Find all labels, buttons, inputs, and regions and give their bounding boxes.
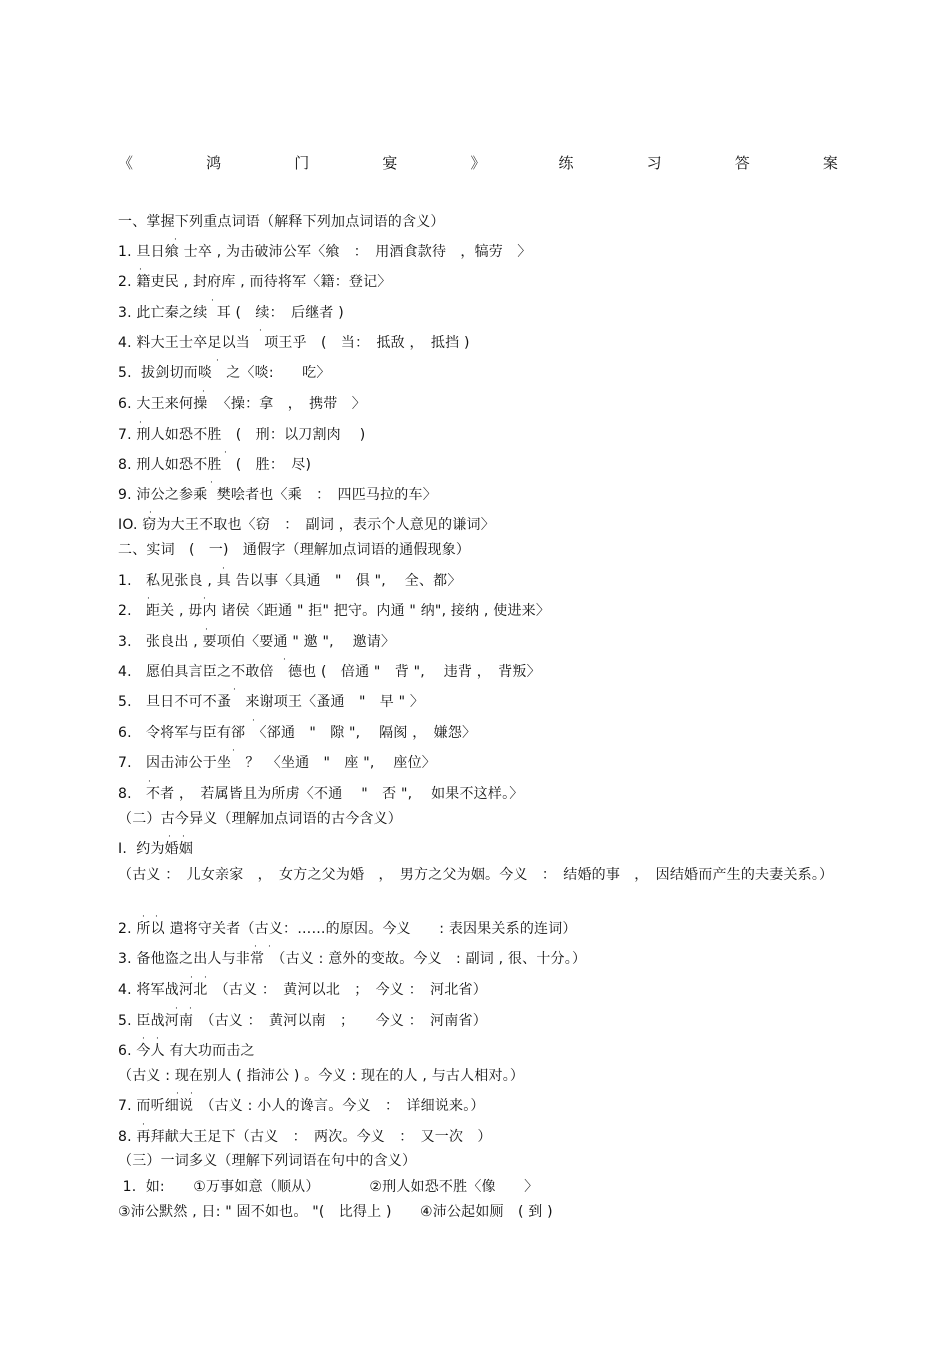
answer-line: 8. 不者 ， 若属皆且为所虏〈不通 " 否 ", 如果不这样。〉 (118, 786, 524, 802)
answer-line: 4. 将军战河北 （古义 ： 黄河以北 ； 今义 ： 河北省） (118, 982, 487, 998)
answer-line: 1. 如: ①万事如意（顺从） ②刑人如恐不胜〈像 〉 (118, 1179, 539, 1195)
section-heading: 一、掌握下列重点词语（解释下列加点词语的含义） (118, 214, 445, 230)
answer-line: 7. 刑人如恐不胜 ( 刑：以刀割肉 ) (118, 427, 366, 443)
emphasis-dot: · (210, 478, 213, 488)
emphasis-dot: · (202, 387, 205, 397)
answer-line: 3. 张良出 , 要项伯〈要通 " 邀 ", 邀请〉 (118, 634, 396, 650)
title-char: 《 (118, 154, 134, 172)
answer-line: 2. 籍吏民 , 封府库 , 而待将军〈籍：登记〉 (118, 274, 392, 290)
emphasis-dot: · (252, 716, 255, 726)
emphasis-dot: · (203, 594, 206, 604)
emphasis-dot: · (216, 356, 219, 366)
section-heading: （三）一词多义（理解下列词语在句中的含义） (118, 1153, 417, 1169)
emphasis-dot: · (211, 296, 214, 306)
emphasis-dot: · (233, 685, 236, 695)
emphasis-dot: · (147, 594, 150, 604)
answer-line: 6. 令将军与臣有郤 〈郤通 " 隙 ", 隔阂 ， 嫌怨〉 (118, 725, 477, 741)
emphasis-dot: · (142, 1034, 145, 1044)
emphasis-dot: · (190, 973, 193, 983)
answer-line: 5. 旦日不可不蚤 来谢项王〈蚤通 " 早 " 〉 (118, 694, 425, 710)
answer-line: 6. 今人 有大功而击之 (118, 1043, 255, 1059)
answer-line: 3. 此亡秦之续 耳 ( 续： 后继者 ) (118, 305, 344, 321)
answer-line: 4. 料大王士卒足以当 项王乎 ( 当： 抵敌 ， 抵挡 ) (118, 335, 470, 351)
title-char: 门 (294, 154, 310, 172)
answer-line: 5. 臣战河南 （古义 ： 黄河以南 ； 今义 ： 河南省） (118, 1013, 487, 1029)
emphasis-dot: · (176, 1089, 179, 1099)
document-title (118, 152, 838, 176)
answer-line: 1. 旦日飨 士卒 , 为击破沛公军〈飨 ： 用酒食款待 ，犒劳 〉 (118, 244, 532, 260)
emphasis-dot: · (139, 265, 142, 275)
title-char: 案 (822, 154, 838, 172)
answer-note: （古义 ： 儿女亲家 ， 女方之父为婚 ， 男方之父为姻。今义 ： 结婚的事 ， 因结婚而产生的夫妻关系。） (118, 867, 834, 883)
emphasis-dot: · (190, 1089, 193, 1099)
emphasis-dot: · (254, 942, 257, 952)
title-char: 练 (558, 154, 574, 172)
section-heading: 二、实词 ( 一) 通假字（理解加点词语的通假现象） (118, 542, 471, 558)
answer-line: 2. 距关 , 毋内 诸侯〈距通 " 拒" 把守。内通 " 纳", 接纳 , 使进来〉 (118, 603, 551, 619)
answer-line: IO. 窃为大王不取也〈窃 ： 副词 ，表示个人意见的谦词〉 (118, 517, 495, 533)
emphasis-dot: · (175, 1004, 178, 1014)
answer-line: 1. 私见张良 , 具 告以事〈具通 " 俱 ", 全、都〉 (118, 573, 462, 589)
emphasis-dot: · (174, 235, 177, 245)
answer-note: （古义 : 现在别人 ( 指沛公 ) 。今义 : 现在的人 , 与古人相对。） (118, 1068, 525, 1084)
title-char: 习 (646, 154, 662, 172)
answer-line: 4. 愿伯具言臣之不敢倍 德也 ( 倍通 " 背 ", 违背 ， 背叛〉 (118, 664, 541, 680)
section-heading: （二）古今异义（理解加点词语的古今含义） (118, 811, 402, 827)
emphasis-dot: · (259, 326, 262, 336)
emphasis-dot: · (168, 832, 171, 842)
title-char: 鸿 (206, 154, 222, 172)
emphasis-dot: · (232, 746, 235, 756)
emphasis-dot: · (222, 564, 225, 574)
emphasis-dot: · (182, 832, 185, 842)
title-char: 》 (470, 154, 486, 172)
answer-line: 3. 备他盗之出人与非常 （古义 : 意外的变故。今义 : 副词 , 很、十分。） (118, 951, 587, 967)
emphasis-dot: · (224, 448, 227, 458)
answer-line: 7. 因击沛公于坐 ？ 〈坐通 " 座 ", 座位〉 (118, 755, 436, 771)
answer-line: 8. 再拜献大王足下（古义 ： 两次。今义 ： 又一次 ） (118, 1129, 492, 1145)
answer-line: 6. 大王来何操 〈操：拿 ， 携带 〉 (118, 396, 366, 412)
emphasis-dot: · (268, 942, 271, 952)
emphasis-dot: · (155, 912, 158, 922)
emphasis-dot: · (283, 655, 286, 665)
emphasis-dot: · (156, 1034, 159, 1044)
answer-line: 7. 而听细说 （古义 : 小人的谗言。今义 ： 详细说来。） (118, 1098, 485, 1114)
title-char: 宴 (382, 154, 398, 172)
emphasis-dot: · (205, 625, 208, 635)
answer-line: ③沛公默然 , 日: " 固不如也。 "( 比得上 ) ④沛公起如厕 ( 到 ) (118, 1204, 553, 1220)
title-char: 答 (734, 154, 750, 172)
answer-line: I. 约为婚姻 (118, 841, 194, 857)
emphasis-dot: · (204, 973, 207, 983)
emphasis-dot: · (142, 1120, 145, 1130)
emphasis-dot: · (189, 1004, 192, 1014)
emphasis-dot: · (149, 508, 152, 518)
emphasis-dot: · (148, 777, 151, 787)
answer-line: 5. 拔剑切而啖 之〈啖: 吃〉 (118, 365, 331, 381)
answer-line: 9. 沛公之参乘 樊哙者也〈乘 ： 四匹马拉的车〉 (118, 487, 437, 503)
answer-line: 8. 刑人如恐不胜 ( 胜： 尽) (118, 457, 312, 473)
emphasis-dot: · (142, 912, 145, 922)
answer-line: 2. 所以 遣将守关者（古义：……的原因。今义 : 表因果关系的连词） (118, 921, 577, 937)
emphasis-dot: · (139, 418, 142, 428)
